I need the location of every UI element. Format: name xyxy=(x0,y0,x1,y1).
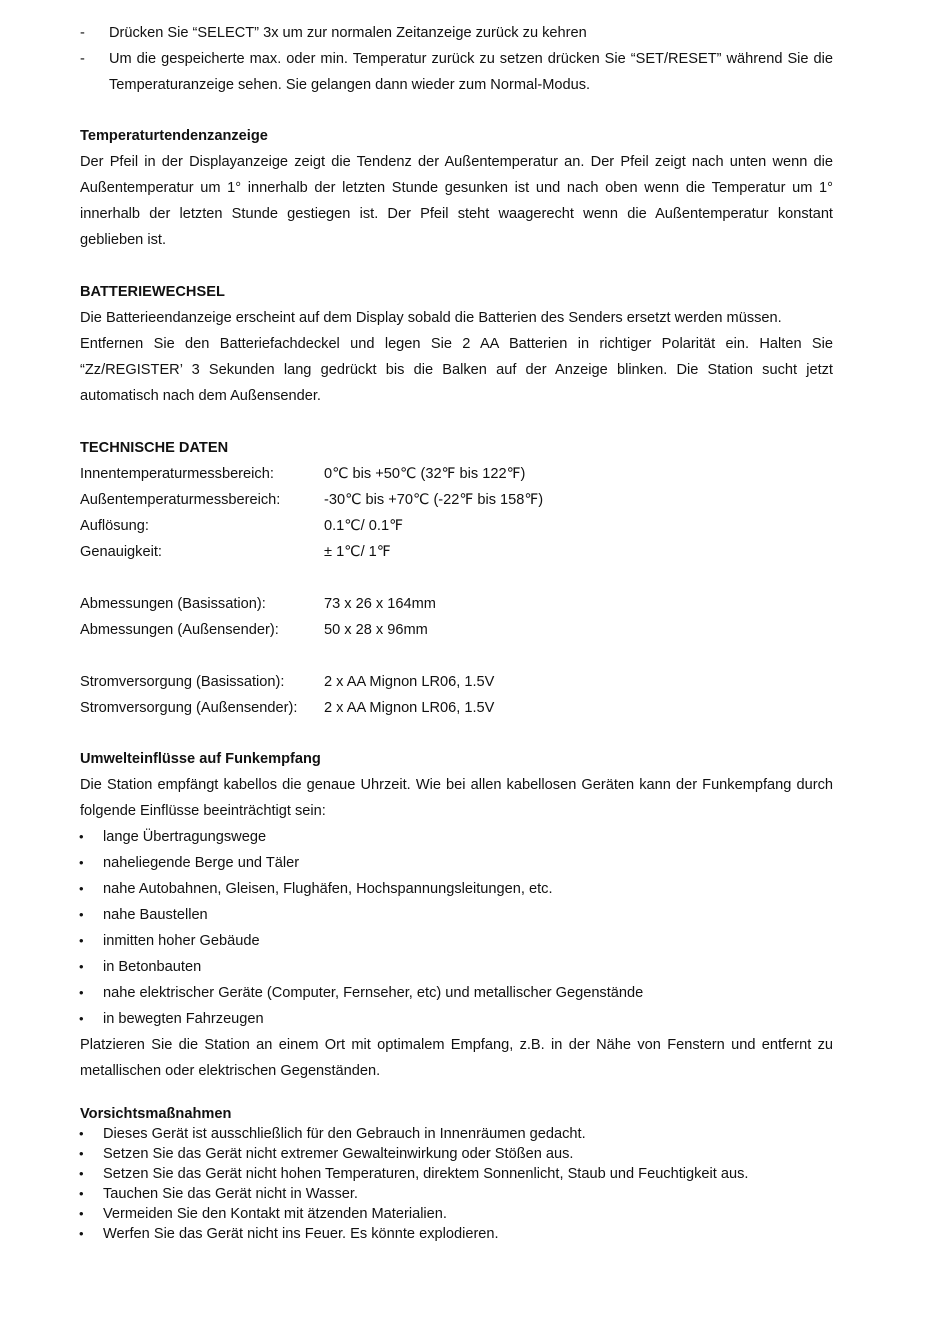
bullet-icon: • xyxy=(79,1186,84,1201)
bullet-icon: • xyxy=(79,1166,84,1181)
spec-label: Genauigkeit: xyxy=(80,544,162,560)
bullet-icon: • xyxy=(79,1146,84,1161)
list-item-continuation: Temperaturanzeige sehen. Sie gelangen dann wieder zum Normal-Modus. xyxy=(109,77,591,93)
paragraph-line: Entfernen Sie den Batteriefachdeckel und legen Sie 2 AA Batterien in richtiger Polarität ein. Halten Sie xyxy=(80,336,833,352)
paragraph-line: “Zz/REGISTER’ 3 Sekunden lang gedrückt bis die Balken auf der Anzeige blinken. Die Station sucht jetzt xyxy=(80,362,833,378)
bullet-icon: • xyxy=(79,1126,84,1141)
section-heading: TECHNISCHE DATEN xyxy=(80,440,229,456)
list-item: Setzen Sie das Gerät nicht hohen Temperaturen, direktem Sonnenlicht, Staub und Feuchtigkeit aus. xyxy=(103,1166,749,1182)
list-item: Setzen Sie das Gerät nicht extremer Gewalteinwirkung oder Stößen aus. xyxy=(103,1146,574,1162)
paragraph-line: Außentemperatur um 1° innerhalb der letzten Stunde gesunken ist und nach oben wenn die Temperatur um 1° xyxy=(80,180,833,196)
list-item: in bewegten Fahrzeugen xyxy=(103,1011,264,1027)
list-item: Vermeiden Sie den Kontakt mit ätzenden Materialien. xyxy=(103,1206,447,1222)
spec-value: 2 x AA Mignon LR06, 1.5V xyxy=(324,674,495,690)
spec-label: Stromversorgung (Basissation): xyxy=(80,674,285,690)
bullet-icon: • xyxy=(79,1206,84,1221)
section-heading: Temperaturtendenzanzeige xyxy=(80,128,268,144)
spec-label: Abmessungen (Außensender): xyxy=(80,622,279,638)
list-marker: - xyxy=(80,25,85,41)
bullet-icon: • xyxy=(79,985,84,1000)
list-item: inmitten hoher Gebäude xyxy=(103,933,260,949)
list-item: nahe Autobahnen, Gleisen, Flughäfen, Hochspannungsleitungen, etc. xyxy=(103,881,553,897)
bullet-icon: • xyxy=(79,907,84,922)
spec-label: Außentemperaturmessbereich: xyxy=(80,492,281,508)
list-item: nahe Baustellen xyxy=(103,907,208,923)
bullet-icon: • xyxy=(79,855,84,870)
list-item: Tauchen Sie das Gerät nicht in Wasser. xyxy=(103,1186,358,1202)
spec-value: 0.1℃/ 0.1℉ xyxy=(324,518,403,534)
bullet-icon: • xyxy=(79,933,84,948)
bullet-icon: • xyxy=(79,1011,84,1026)
spec-label: Innentemperaturmessbereich: xyxy=(80,466,274,482)
list-marker: - xyxy=(80,51,85,67)
spec-value: -30℃ bis +70℃ (-22℉ bis 158℉) xyxy=(324,492,544,508)
list-item: Drücken Sie “SELECT” 3x um zur normalen Zeitanzeige zurück zu kehren xyxy=(109,25,587,41)
bullet-icon: • xyxy=(79,829,84,844)
list-item: in Betonbauten xyxy=(103,959,202,975)
spec-value: 2 x AA Mignon LR06, 1.5V xyxy=(324,700,495,716)
paragraph-line: Der Pfeil in der Displayanzeige zeigt die Tendenz der Außentemperatur an. Der Pfeil zeigt nach unten wenn die xyxy=(80,154,833,170)
spec-value: 50 x 28 x 96mm xyxy=(324,622,428,638)
spec-label: Auflösung: xyxy=(80,518,149,534)
paragraph-line: Die Station empfängt kabellos die genaue Uhrzeit. Wie bei allen kabellosen Geräten kann der Funkempfang durch xyxy=(80,777,833,793)
spec-value: 73 x 26 x 164mm xyxy=(324,596,436,612)
paragraph-line: geblieben ist. xyxy=(80,232,167,248)
section-heading: Umwelteinflüsse auf Funkempfang xyxy=(80,751,321,767)
paragraph-line: innerhalb der letzten Stunde gestiegen ist. Der Pfeil steht waagerecht wenn die Außentemperatur konstant xyxy=(80,206,833,222)
section-heading: BATTERIEWECHSEL xyxy=(80,284,225,300)
paragraph-line: metallischen oder elektrischen Gegenständen. xyxy=(80,1063,381,1079)
bullet-icon: • xyxy=(79,1226,84,1241)
list-item: Werfen Sie das Gerät nicht ins Feuer. Es könnte explodieren. xyxy=(103,1226,499,1242)
bullet-icon: • xyxy=(79,959,84,974)
list-item: Dieses Gerät ist ausschließlich für den Gebrauch in Innenräumen gedacht. xyxy=(103,1126,586,1142)
spec-value: 0℃ bis +50℃ (32℉ bis 122℉) xyxy=(324,466,526,482)
list-item: lange Übertragungswege xyxy=(103,829,267,845)
paragraph-line: folgende Einflüsse beeinträchtigt sein: xyxy=(80,803,326,819)
list-item: Um die gespeicherte max. oder min. Temperatur zurück zu setzen drücken Sie “SET/RESET” während Sie die xyxy=(109,51,833,67)
paragraph-line: automatisch nach dem Außensender. xyxy=(80,388,321,404)
paragraph-line: Platzieren Sie die Station an einem Ort mit optimalem Empfang, z.B. in der Nähe von Fenstern und entfernt zu xyxy=(80,1037,833,1053)
bullet-icon: • xyxy=(79,881,84,896)
paragraph-line: Die Batterieendanzeige erscheint auf dem Display sobald die Batterien des Senders ersetzt werden müssen. xyxy=(80,310,782,326)
spec-label: Abmessungen (Basissation): xyxy=(80,596,266,612)
spec-value: ± 1℃/ 1℉ xyxy=(324,544,391,560)
section-heading: Vorsichtsmaßnahmen xyxy=(80,1106,232,1122)
spec-label: Stromversorgung (Außensender): xyxy=(80,700,298,716)
list-item: nahe elektrischer Geräte (Computer, Fernseher, etc) und metallischer Gegenstände xyxy=(103,985,644,1001)
list-item: naheliegende Berge und Täler xyxy=(103,855,300,871)
